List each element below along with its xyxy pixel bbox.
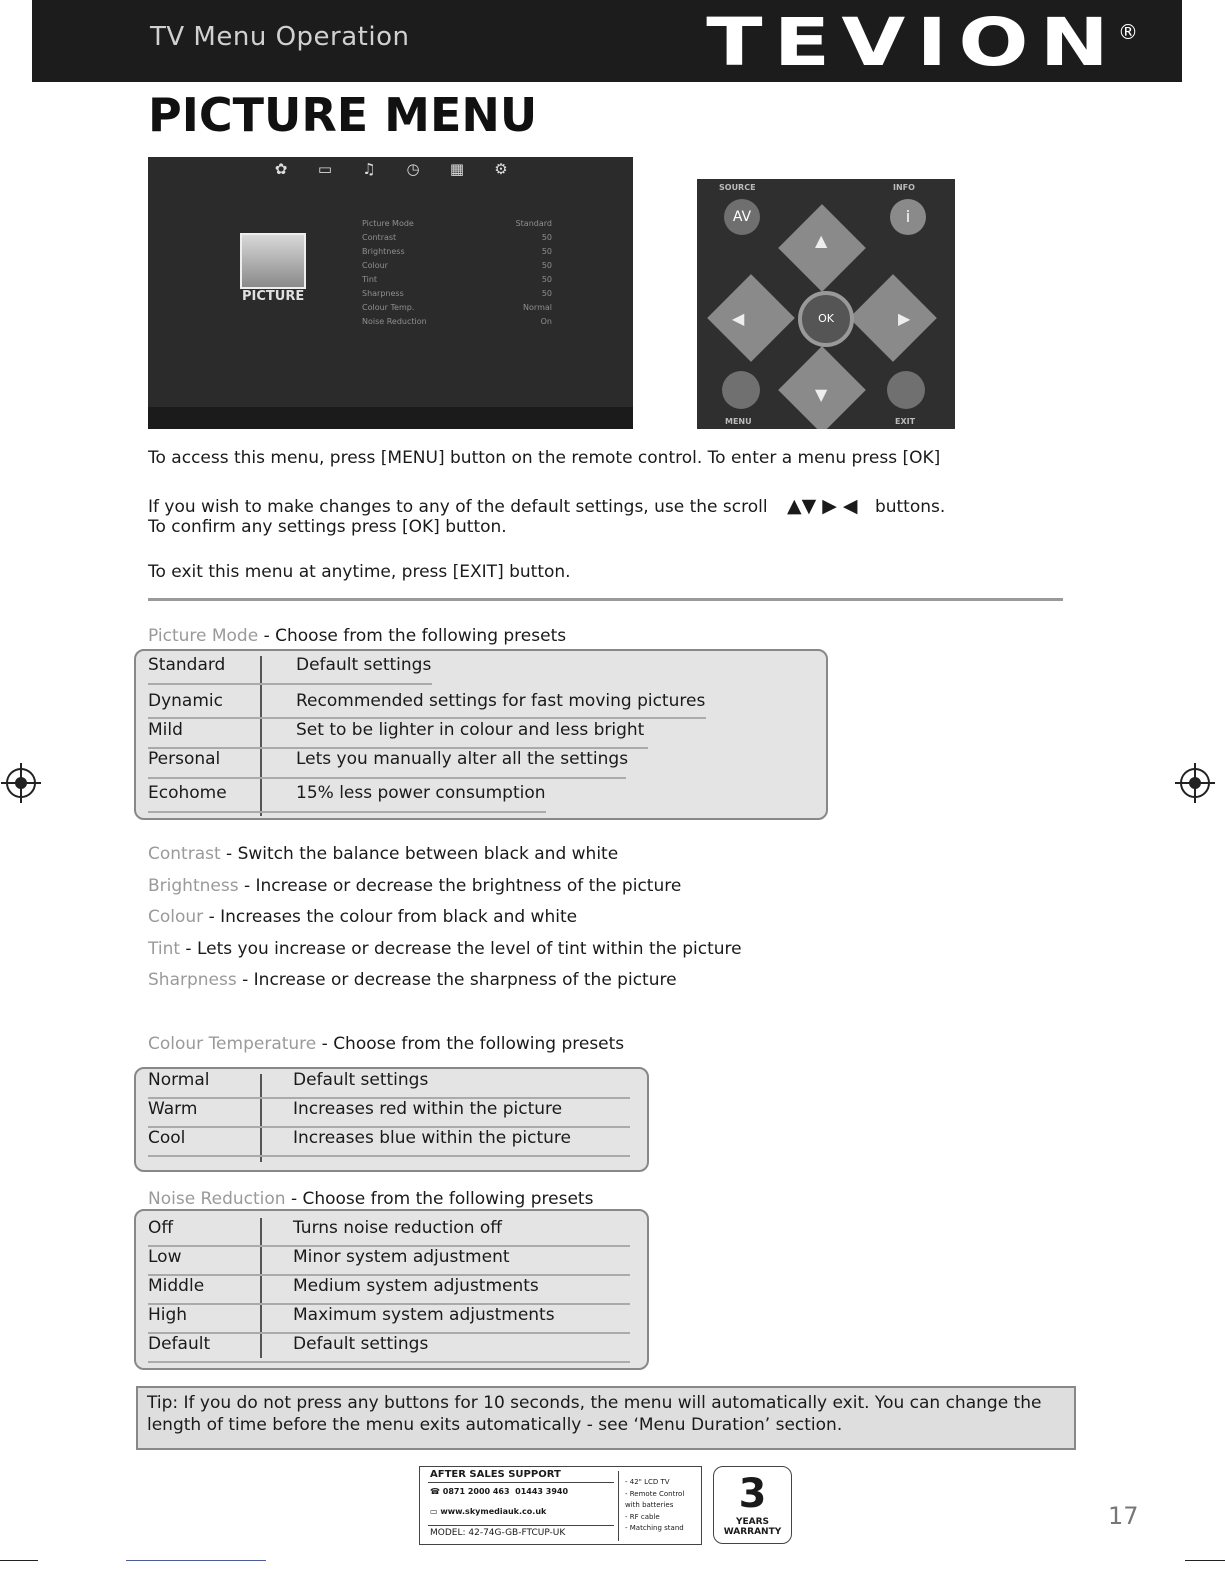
row-divider (148, 1361, 630, 1363)
column-divider (260, 656, 262, 816)
down-arrow-icon: ▼ (815, 385, 828, 404)
brand-logo: TEVION (706, 4, 1120, 81)
tv-menu-footer (148, 407, 633, 429)
left-arrow-key (707, 274, 795, 362)
noise-reduction-heading: Noise Reduction - Choose from the following presets (148, 1189, 594, 1209)
divider (428, 1525, 614, 1526)
tv-category-label: PICTURE (242, 289, 305, 304)
warranty-badge (713, 1466, 792, 1544)
warranty-label: WARRANTY (723, 1527, 782, 1537)
setting-sharpness: Sharpness - Increase or decrease the sharpness of the picture (148, 970, 677, 990)
support-title: AFTER SALES SUPPORT (430, 1469, 561, 1480)
lock-icon: ▦ (449, 160, 465, 178)
right-arrow-icon: ▶ (898, 309, 911, 328)
box-contents: - 42" LCD TV - Remote Control with batteries - RF cable - Matching stand (625, 1478, 685, 1532)
picture-thumbnail (240, 233, 306, 289)
row-divider (148, 717, 706, 719)
tv-menu-row: Brightness 50 (362, 247, 552, 256)
av-button: AV (724, 199, 760, 235)
warranty-years-label: YEARS (735, 1517, 770, 1527)
phone-icon: ☎ (430, 1487, 440, 1496)
page-number: 17 (1108, 1502, 1139, 1530)
setup-icon: ⚙ (494, 160, 508, 178)
tv-menu-row: Sharpness 50 (362, 289, 552, 298)
right-arrow-key (849, 274, 937, 362)
picture-mode-heading: Picture Mode - Choose from the following presets (148, 626, 567, 646)
row-divider (148, 777, 626, 779)
setting-tint: Tint - Lets you increase or decrease the level of tint within the picture (148, 939, 742, 959)
column-divider (260, 1074, 262, 1162)
tv-menu-row: Picture Mode Standard (362, 219, 552, 228)
page-title: PICTURE MENU (148, 88, 538, 142)
left-arrow-icon: ◀ (732, 309, 745, 328)
support-website: ▭ www.skymediauk.co.uk (430, 1507, 547, 1516)
remote-control-illustration (697, 179, 955, 429)
picture-icon: ✿ (274, 160, 288, 178)
exit-label: EXIT (895, 417, 916, 426)
setting-contrast: Contrast - Switch the balance between black and white (148, 844, 619, 864)
page-header (32, 0, 1182, 82)
setting-brightness: Brightness - Increase or decrease the brightness of the picture (148, 876, 682, 896)
sound-icon: ♫ (362, 160, 376, 178)
info-label: INFO (893, 183, 915, 192)
tv-menu-row: Colour Temp. Normal (362, 303, 552, 312)
instruction-confirm: To confirm any settings press [OK] button. (148, 517, 507, 537)
row-divider (148, 811, 546, 813)
support-phone: ☎ 0871 2000 463 01443 3940 (430, 1487, 569, 1496)
registration-mark-icon (1180, 768, 1210, 798)
setting-colour: Colour - Increases the colour from black and white (148, 907, 578, 927)
crop-line (126, 1560, 266, 1561)
screen-icon: ▭ (317, 160, 333, 178)
instruction-change: If you wish to make changes to any of the default settings, use the scroll ▲▼ ▶ ◀ buttons. (148, 495, 946, 517)
row-divider (148, 1155, 630, 1157)
after-sales-support-box (419, 1466, 702, 1545)
tv-menu-screenshot (148, 157, 633, 429)
model-number: MODEL: 42-74G-GB-FTCUP-UK (430, 1528, 566, 1538)
tv-menu-icons (273, 161, 509, 177)
column-divider (260, 1218, 262, 1358)
time-icon: ◷ (406, 160, 420, 178)
tv-menu-row: Tint 50 (362, 275, 552, 284)
row-divider (148, 683, 432, 685)
tip-box (136, 1386, 1076, 1450)
menu-label: MENU (725, 417, 752, 426)
source-label: SOURCE (719, 183, 756, 192)
divider (148, 598, 1063, 601)
exit-button (887, 371, 925, 409)
computer-icon: ▭ (430, 1507, 438, 1516)
registration-mark-icon (6, 768, 36, 798)
tip-text: Tip: If you do not press any buttons for 10 seconds, the menu will automatically exit. You can change the length of time before the menu exits automatically - see ‘Menu Duration’ section. (147, 1393, 1042, 1435)
tv-menu-row: Contrast 50 (362, 233, 552, 242)
crop-line (0, 1560, 38, 1561)
colour-temp-heading: Colour Temperature - Choose from the following presets (148, 1034, 625, 1054)
divider (428, 1482, 614, 1483)
tv-menu-row: Noise Reduction On (362, 317, 552, 326)
scroll-arrows-icon: ▲▼ ▶ ◀ (787, 495, 858, 517)
ok-button: OK (798, 291, 854, 347)
crop-line (1185, 1560, 1225, 1561)
section-title: TV Menu Operation (150, 22, 410, 52)
divider (618, 1471, 619, 1541)
info-icon: i (890, 199, 926, 235)
up-arrow-icon: ▲ (815, 231, 828, 250)
warranty-years-number: 3 (738, 1471, 767, 1517)
tv-menu-row: Colour 50 (362, 261, 552, 270)
registered-mark: ® (1118, 20, 1138, 44)
instruction-exit: To exit this menu at anytime, press [EXIT] button. (148, 562, 571, 582)
menu-button (722, 371, 760, 409)
instruction-access: To access this menu, press [MENU] button on the remote control. To enter a menu press [OK] (148, 448, 941, 468)
